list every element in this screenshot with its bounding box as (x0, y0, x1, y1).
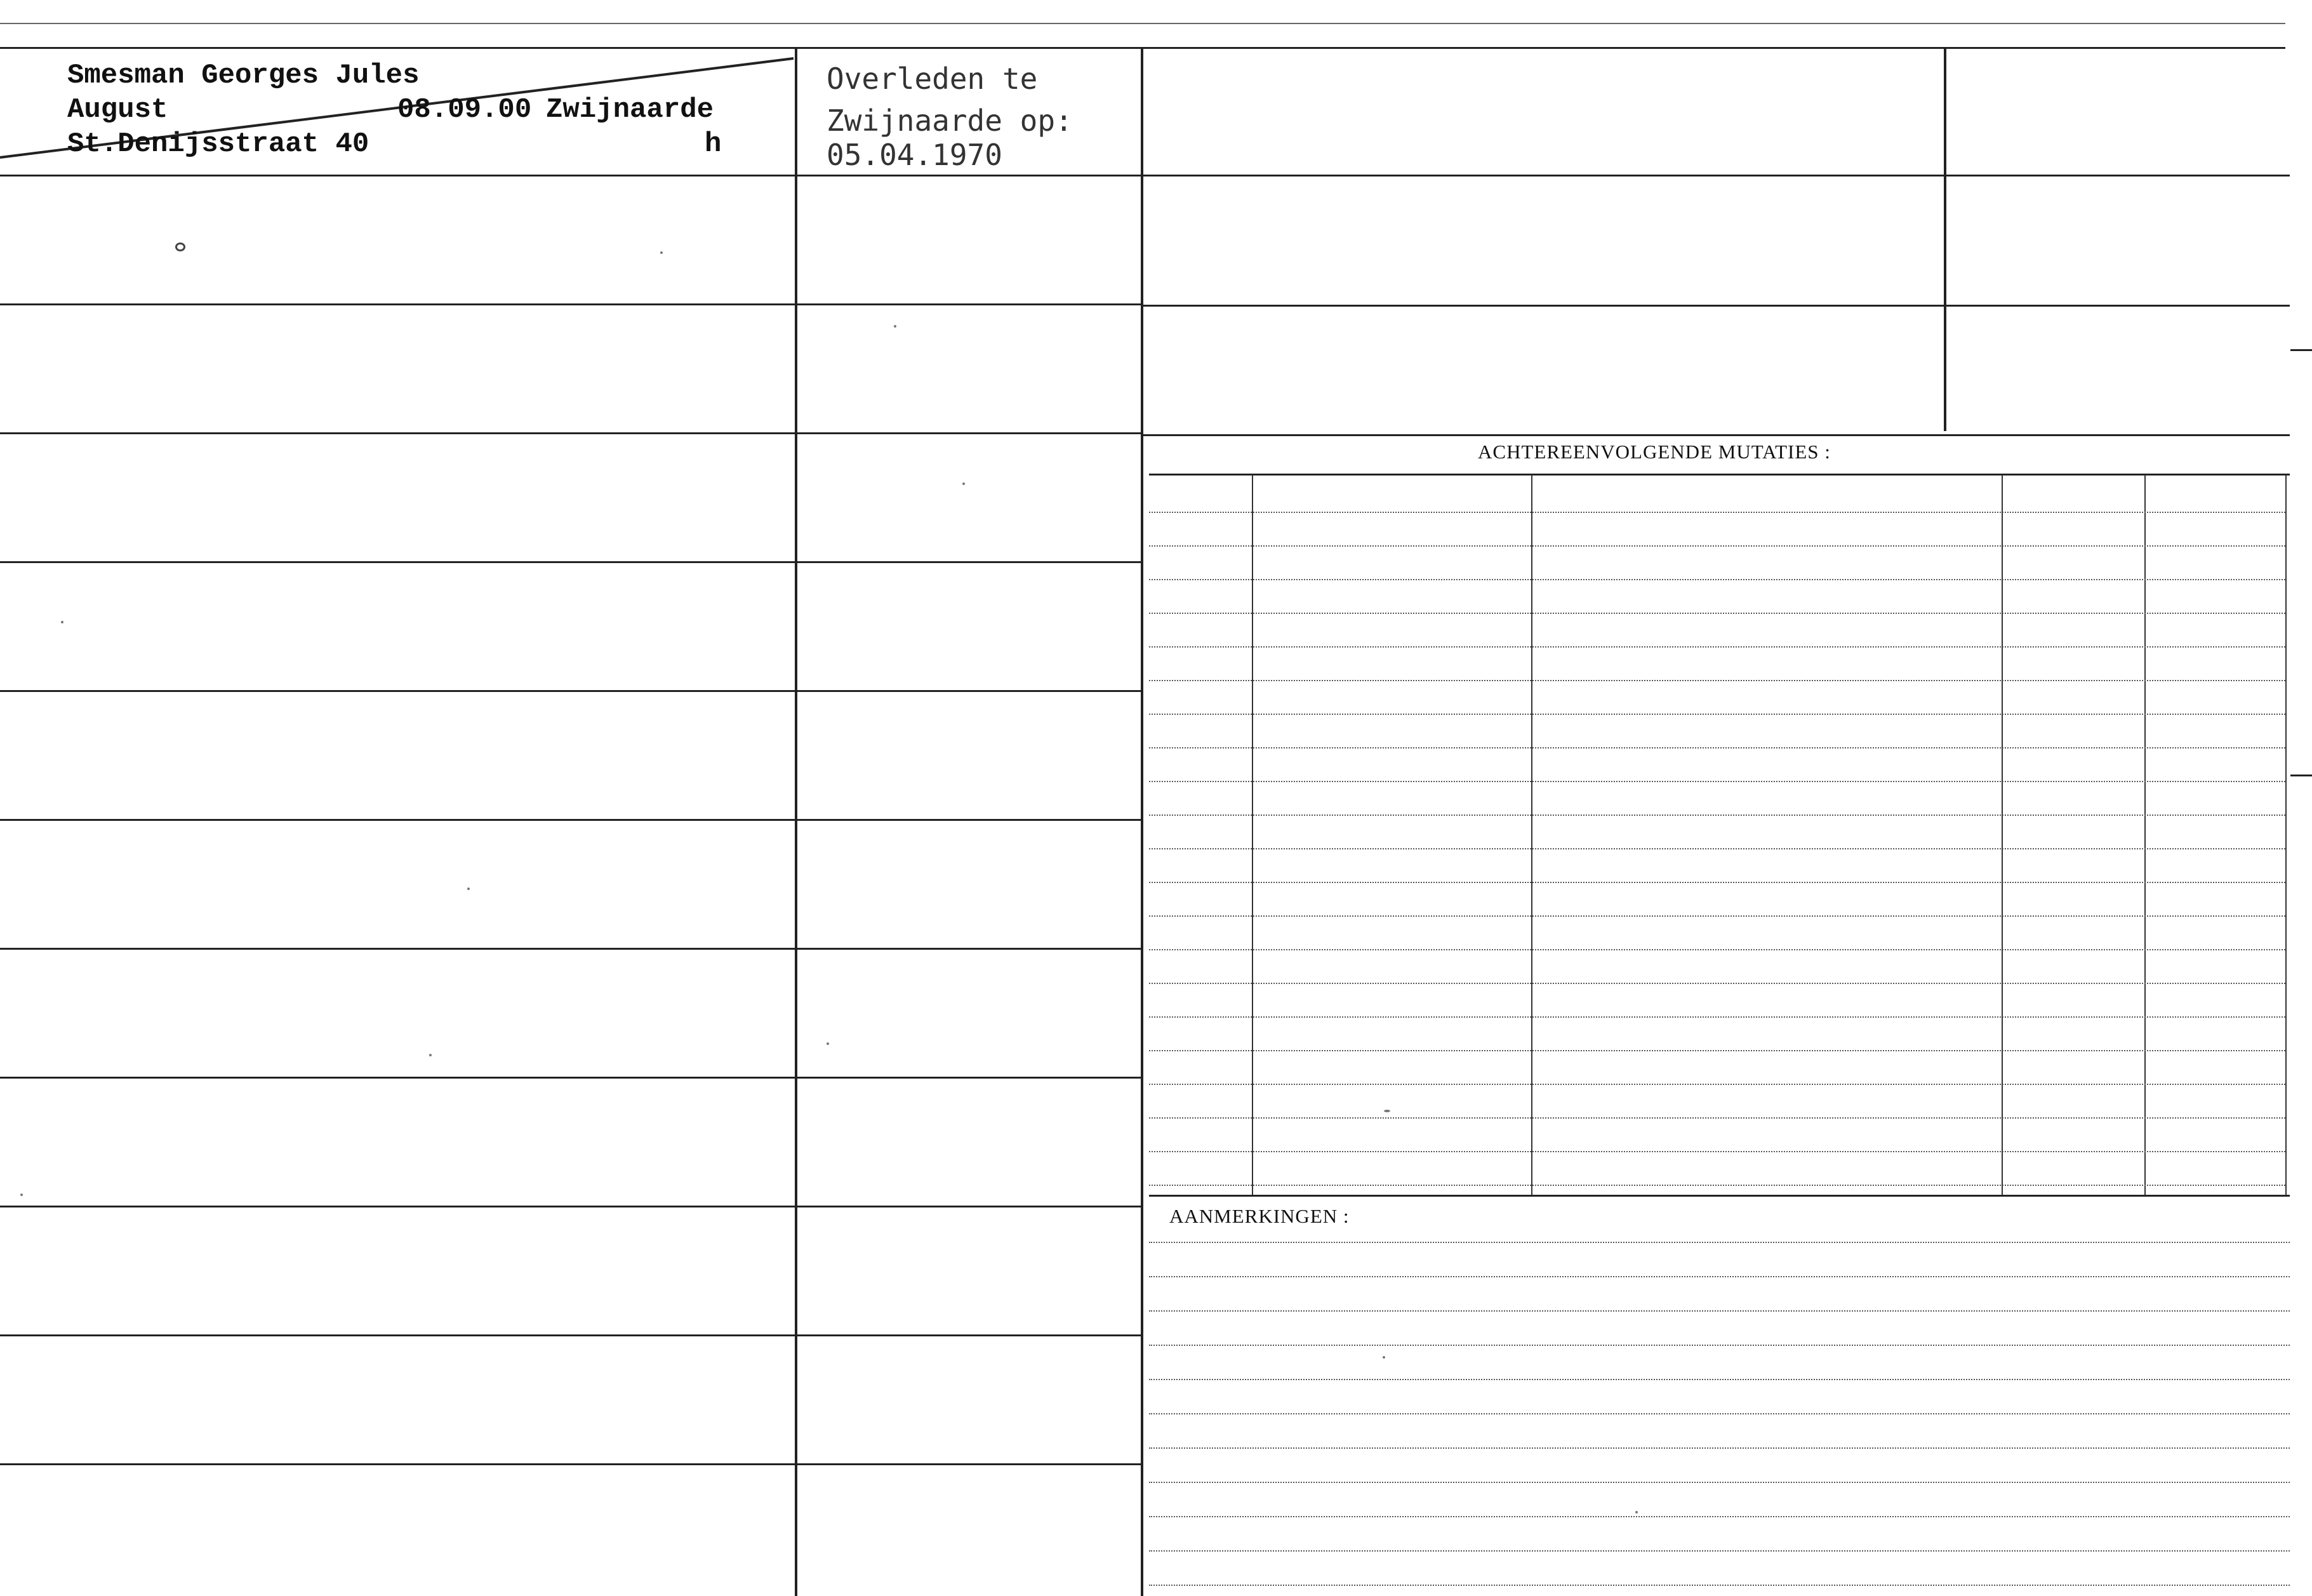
remarks-line (1149, 1276, 2290, 1277)
mutations-heading: ACHTEREENVOLGENDE MUTATIES : (1478, 441, 1831, 463)
record-birth-place: Zwijnaarde (546, 94, 714, 126)
mutation-row-line (1149, 983, 2285, 984)
scan-speck (894, 325, 896, 328)
remarks-line (1149, 1550, 2290, 1552)
mutation-row-line (1149, 1151, 2285, 1152)
top-edge-rule (0, 23, 2285, 24)
mutation-row-line (1149, 545, 2285, 547)
death-note-line1: Overleden te (827, 62, 1038, 96)
scan-speck (467, 888, 470, 890)
column-divider-3 (1944, 47, 1946, 431)
scan-speck (175, 243, 185, 251)
death-note-line3: 05.04.1970 (827, 138, 1002, 172)
mutation-row-line (1149, 613, 2285, 614)
mutation-row-line (1149, 949, 2285, 950)
row-rule (0, 1334, 1143, 1336)
record-name-line1: Smesman Georges Jules (67, 60, 420, 91)
mutations-table-bottom (1149, 1195, 2290, 1197)
row-rule (0, 1206, 1143, 1207)
scan-speck (20, 1194, 23, 1196)
record-address: St.Denijsstraat 40 (67, 128, 369, 160)
remarks-line (1149, 1482, 2290, 1483)
mutation-row-line (1149, 1016, 2285, 1018)
row-rule (0, 303, 1143, 305)
record-name-line2: August (67, 94, 168, 126)
remarks-line (1149, 1310, 2290, 1312)
remarks-line (1149, 1379, 2290, 1380)
row-rule (0, 948, 1143, 950)
scan-speck (962, 482, 965, 485)
death-note-line2: Zwijnaarde op: (827, 103, 1073, 138)
mutation-row-line (1149, 781, 2285, 782)
remarks-heading: AANMERKINGEN : (1169, 1205, 1350, 1227)
mutations-col-4 (2144, 475, 2146, 1195)
mutation-row-line (1149, 747, 2285, 748)
right-row-rule (1141, 434, 2290, 436)
scan-speck (1383, 1356, 1385, 1359)
right-row-rule (1141, 305, 2290, 307)
row-rule (0, 690, 1143, 692)
mutations-col-3 (2002, 475, 2003, 1195)
scan-speck (827, 1042, 829, 1045)
mutation-row-line (1149, 714, 2285, 715)
row-rule (0, 561, 1143, 563)
mutation-row-line (1149, 646, 2285, 648)
row-rule (0, 1077, 1143, 1079)
margin-tick (2290, 775, 2312, 776)
scan-speck (61, 621, 63, 623)
mutation-row-line (1149, 1117, 2285, 1119)
scan-speck (1384, 1110, 1390, 1112)
mutations-col-2 (1531, 475, 1532, 1195)
mutation-row-line (1149, 579, 2285, 580)
row-rule (0, 1463, 1143, 1465)
mutations-col-1 (1252, 475, 1253, 1195)
mutation-row-line (1149, 1185, 2285, 1186)
row-rule (0, 819, 1143, 821)
remarks-line (1149, 1242, 2290, 1243)
mutation-row-line (1149, 848, 2285, 849)
scan-speck (429, 1054, 432, 1056)
mutation-row-line (1149, 512, 2285, 513)
remarks-line (1149, 1413, 2290, 1414)
mutation-row-line (1149, 815, 2285, 816)
mutation-row-line (1149, 680, 2285, 681)
remarks-line (1149, 1447, 2290, 1449)
mutation-row-line (1149, 915, 2285, 917)
mutations-table-top (1149, 474, 2290, 475)
right-row-rule (1141, 175, 2290, 176)
record-marker: h (705, 128, 722, 160)
remarks-line (1149, 1345, 2290, 1346)
record-birth-date: 08.09.00 (397, 94, 532, 126)
remarks-line (1149, 1516, 2290, 1517)
scan-speck (660, 251, 663, 254)
column-divider-2 (1141, 47, 1143, 1596)
column-divider-1 (795, 47, 797, 1596)
mutation-row-line (1149, 1084, 2285, 1085)
margin-tick (2290, 349, 2312, 351)
remarks-line (1149, 1585, 2290, 1586)
mutation-row-line (1149, 1050, 2285, 1051)
scan-speck (1635, 1511, 1638, 1513)
row-rule (0, 432, 1143, 434)
mutations-col-5 (2285, 475, 2287, 1195)
mutation-row-line (1149, 882, 2285, 883)
